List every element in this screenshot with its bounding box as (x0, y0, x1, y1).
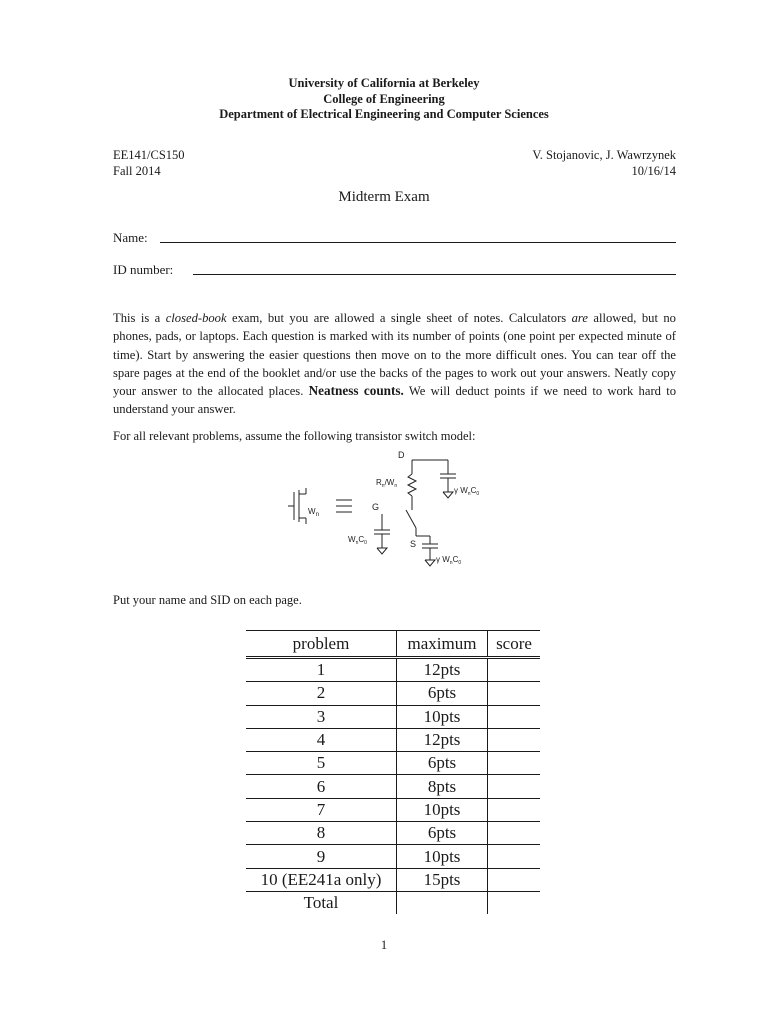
id-number-field[interactable] (193, 274, 676, 275)
name-field[interactable] (160, 242, 676, 243)
table-row (246, 775, 540, 798)
maximum-cell: 6pts (397, 752, 488, 775)
problem-cell: 3 (246, 705, 397, 728)
table-row (246, 752, 540, 775)
maximum-cell: 6pts (397, 822, 488, 845)
source-label: S (410, 539, 417, 549)
problem-cell: 2 (246, 682, 397, 705)
problem-cell: Total (303, 893, 339, 913)
department-name: Department of Electrical Engineering and Computer Sciences (219, 107, 549, 121)
source-cap-label: γ $W_nC_0$ (436, 555, 462, 566)
closed-book-emphasis: closed-book (165, 311, 227, 325)
table-row (246, 845, 540, 868)
instructors: V. Stojanovic, J. Wawrzynek (532, 148, 676, 162)
maximum-cell: 15pts (397, 868, 488, 891)
score-cell[interactable] (488, 868, 541, 891)
instructions-text-4: We will deduct points if we need to work hard to understand your answer. (113, 384, 677, 417)
problem-cell: 9 (246, 845, 397, 868)
nmos-symbol (288, 488, 306, 524)
maximum-cell: 12pts (397, 728, 488, 751)
college-name: College of Engineering (323, 92, 445, 106)
page-number: 1 (380, 938, 388, 952)
table-row (246, 822, 540, 845)
maximum-cell[interactable] (397, 891, 488, 914)
score-cell[interactable] (488, 705, 541, 728)
maximum-cell: 12pts (397, 658, 488, 682)
score-cell[interactable] (488, 822, 541, 845)
are-emphasis: are (571, 311, 588, 325)
name-label: Name: (113, 230, 148, 245)
problem-cell: 1 (246, 658, 397, 682)
table-row (246, 658, 540, 682)
maximum-cell: 10pts (397, 845, 488, 868)
maximum-cell: 6pts (397, 682, 488, 705)
problem-cell: 4 (246, 728, 397, 751)
transistor-switch-diagram (280, 448, 500, 578)
problem-cell: 5 (246, 752, 397, 775)
table-header-row (246, 631, 540, 658)
instructions-paragraph (113, 309, 676, 419)
drain-cap-label: γ $W_nC_0$ (454, 486, 480, 497)
problem-cell: 8 (246, 822, 397, 845)
column-header-maximum: maximum (397, 631, 488, 658)
instructions-text-1: This is a (113, 311, 166, 325)
maximum-cell: 10pts (397, 705, 488, 728)
score-cell[interactable] (488, 728, 541, 751)
score-cell[interactable] (488, 775, 541, 798)
equivalence-sign (336, 500, 352, 512)
score-cell[interactable] (488, 891, 541, 914)
wn-label: $W_n$ (308, 507, 319, 518)
problem-cell: 6 (246, 775, 397, 798)
exam-date: 10/16/14 (631, 164, 676, 178)
score-cell[interactable] (488, 798, 541, 821)
problem-cell: 10 (EE241a only) (246, 868, 397, 891)
score-cell[interactable] (488, 658, 541, 682)
instructions-text-3: allowed, but no phones, pads, or laptops. Each question is marked with its number of points (one point per expected minute of time). Start by answering the easier questions then move on to the more difficult ones. You can tear off the spare pages at the end of the booklet and/or use the backs of the pages to work out your answers. Neatly copy your answer to the allocated places. (113, 311, 676, 399)
problem-cell: 7 (246, 798, 397, 821)
table-row-total (246, 891, 540, 914)
course-code: EE141/CS150 (113, 148, 185, 162)
score-cell[interactable] (488, 682, 541, 705)
table-row (246, 798, 540, 821)
maximum-cell: 8pts (397, 775, 488, 798)
neatness-counts: Neatness counts. (308, 383, 404, 399)
university-name: University of California at Berkeley (288, 76, 480, 90)
id-number-label: ID number: (113, 262, 174, 277)
column-header-problem: problem (246, 631, 397, 658)
table-row (246, 728, 540, 751)
score-table (246, 630, 540, 914)
table-row (246, 682, 540, 705)
gate-label: G (372, 502, 380, 512)
instructions-text-2: exam, but you are allowed a single sheet of notes. Calculators (226, 311, 572, 325)
page-title: Midterm Exam (338, 189, 430, 205)
name-sid-instruction: Put your name and SID on each page. (113, 593, 302, 607)
score-cell[interactable] (488, 752, 541, 775)
course-term: Fall 2014 (113, 164, 161, 178)
gate-cap-label: $W_nC_0$ (348, 535, 367, 546)
score-cell[interactable] (488, 845, 541, 868)
resistor-label: $R_n/W_n$ (376, 478, 398, 489)
transistor-model-intro: For all relevant problems, assume the following transistor switch model: (113, 429, 476, 443)
table-row (246, 868, 540, 891)
drain-label: D (398, 450, 405, 460)
maximum-cell: 10pts (397, 798, 488, 821)
column-header-score: score (488, 631, 541, 658)
table-row (246, 705, 540, 728)
